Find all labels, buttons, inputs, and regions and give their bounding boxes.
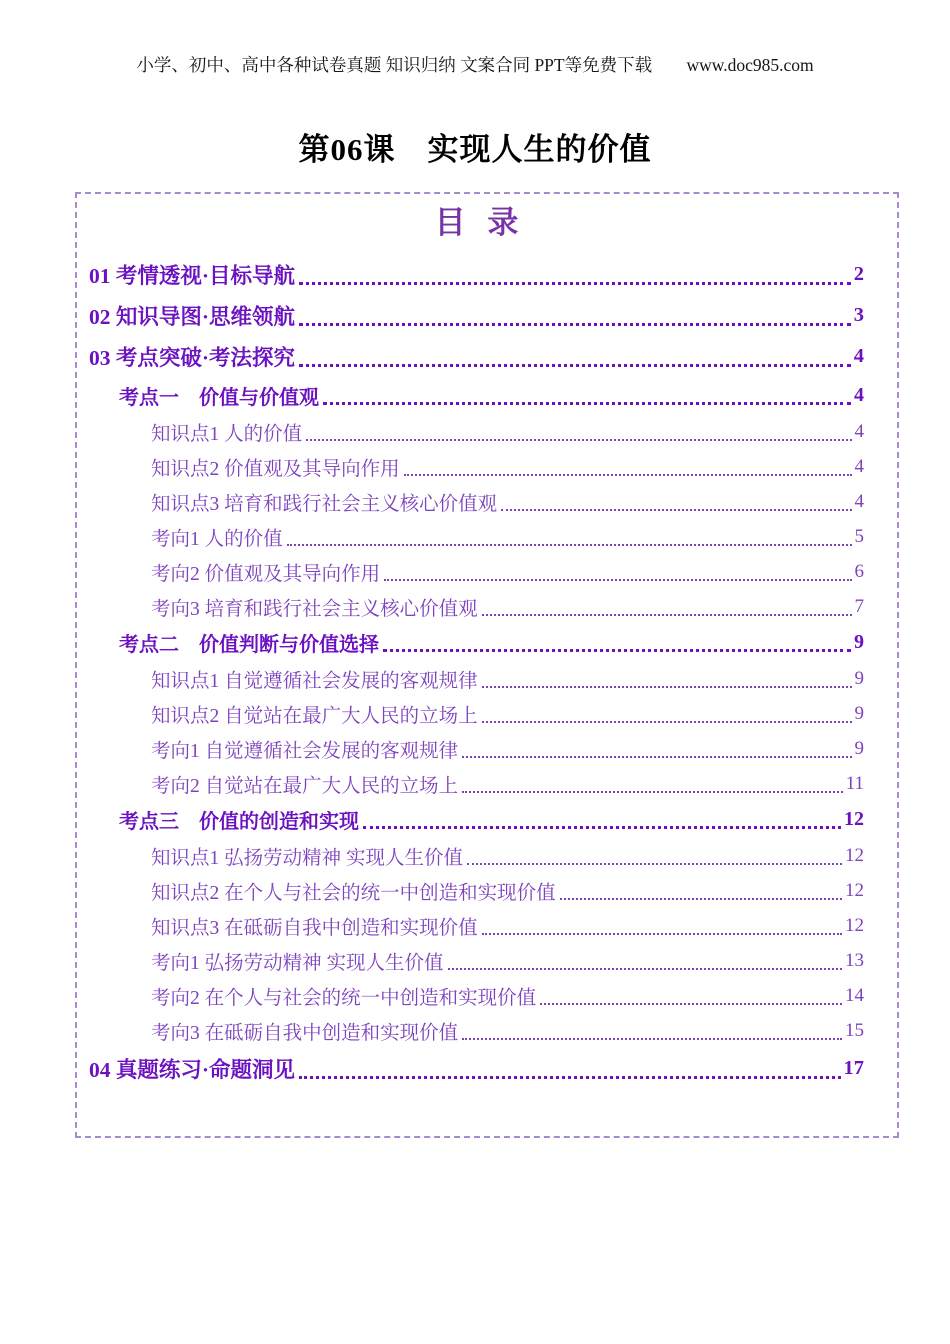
toc-page-number: 4 <box>854 455 864 477</box>
toc-dot-leader <box>462 756 851 758</box>
toc-entries <box>89 254 864 1089</box>
doc-title: 第06课 实现人生的价值 <box>298 132 652 167</box>
toc-page-number: 4 <box>854 420 864 442</box>
toc-dot-leader <box>482 933 842 935</box>
toc-box <box>75 192 899 1138</box>
toc-entry-label: 知识点3 在砥砺自我中创造和实现价值 <box>151 917 478 939</box>
toc-dot-leader <box>560 898 842 900</box>
toc-dot-leader <box>501 509 851 511</box>
toc-entry[interactable] <box>89 414 864 449</box>
toc-title: 目 录 <box>434 205 519 240</box>
toc-entry-label: 考向1 弘扬劳动精神 实现人生价值 <box>151 952 444 974</box>
toc-entry-label: 03 考点突破·考法探究 <box>89 346 296 370</box>
toc-entry[interactable] <box>89 1048 864 1089</box>
toc-page-number: 3 <box>853 304 864 326</box>
toc-page-number: 12 <box>844 808 864 830</box>
toc-entry-label: 知识点1 人的价值 <box>151 423 303 445</box>
toc-entry-label: 考点二 价值判断与价值选择 <box>119 634 379 656</box>
toc-page-number: 9 <box>854 702 864 724</box>
toc-page-number: 4 <box>853 345 864 367</box>
toc-dot-leader <box>462 1038 842 1040</box>
toc-entry[interactable] <box>89 696 864 731</box>
toc-entry[interactable] <box>89 908 864 943</box>
toc-entry-label: 考向1 自觉遵循社会发展的客观规律 <box>151 740 459 762</box>
toc-entry-label: 考向3 培育和践行社会主义核心价值观 <box>151 598 478 620</box>
toc-entry[interactable] <box>89 449 864 484</box>
toc-entry[interactable] <box>89 731 864 766</box>
toc-page-number: 15 <box>845 1019 864 1041</box>
toc-entry-label: 考向2 自觉站在最广大人民的立场上 <box>151 775 459 797</box>
toc-page-number: 12 <box>845 844 864 866</box>
toc-dot-leader <box>404 474 852 476</box>
header-text: 小学、初中、高中各种试卷真题 知识归纳 文案合同 PPT等免费下载 <box>136 55 653 75</box>
toc-entry[interactable] <box>89 589 864 624</box>
toc-page-number: 11 <box>845 772 864 794</box>
toc-entry-label: 知识点2 自觉站在最广大人民的立场上 <box>151 705 478 727</box>
toc-entry[interactable] <box>89 295 864 336</box>
toc-entry-label: 考向3 在砥砺自我中创造和实现价值 <box>151 1022 459 1044</box>
toc-dot-leader <box>299 323 851 326</box>
toc-entry[interactable] <box>89 336 864 377</box>
toc-entry[interactable] <box>89 1013 864 1048</box>
toc-dot-leader <box>482 686 852 688</box>
toc-page-number: 4 <box>854 384 864 406</box>
site-header <box>0 52 950 77</box>
toc-entry[interactable] <box>89 254 864 295</box>
toc-dot-leader <box>540 1003 842 1005</box>
toc-entry-label: 考点一 价值与价值观 <box>119 387 319 409</box>
toc-entry[interactable] <box>89 377 864 414</box>
toc-entry-label: 考向1 人的价值 <box>151 528 283 550</box>
toc-entry-label: 04 真题练习·命题洞见 <box>89 1058 296 1082</box>
toc-dot-leader <box>482 721 852 723</box>
toc-page-number: 12 <box>845 879 864 901</box>
toc-entry-label: 考向2 在个人与社会的统一中创造和实现价值 <box>151 987 537 1009</box>
toc-entry[interactable] <box>89 943 864 978</box>
toc-page-number: 9 <box>854 667 864 689</box>
header-url-link[interactable]: www.doc985.com <box>686 55 814 75</box>
toc-entry[interactable] <box>89 766 864 801</box>
toc-page-number: 9 <box>854 737 864 759</box>
toc-dot-leader <box>299 1076 840 1079</box>
toc-entry[interactable] <box>89 801 864 838</box>
toc-entry[interactable] <box>89 978 864 1013</box>
toc-page-number: 6 <box>854 560 864 582</box>
toc-page-number: 4 <box>854 490 864 512</box>
toc-page-number: 17 <box>843 1057 864 1079</box>
toc-entry[interactable] <box>89 624 864 661</box>
toc-entry[interactable] <box>89 873 864 908</box>
toc-entry-label: 考向2 价值观及其导向作用 <box>151 563 381 585</box>
toc-entry-label: 知识点1 自觉遵循社会发展的客观规律 <box>151 670 478 692</box>
toc-page-number: 2 <box>853 263 864 285</box>
toc-dot-leader <box>462 791 843 793</box>
toc-dot-leader <box>363 826 841 829</box>
toc-entry-label: 知识点3 培育和践行社会主义核心价值观 <box>151 493 498 515</box>
toc-page-number: 9 <box>854 631 864 653</box>
toc-page-number: 12 <box>845 914 864 936</box>
toc-entry[interactable] <box>89 838 864 873</box>
toc-entry-label: 知识点1 弘扬劳动精神 实现人生价值 <box>151 847 464 869</box>
toc-dot-leader <box>383 649 851 652</box>
toc-dot-leader <box>323 402 851 405</box>
toc-page-number: 7 <box>854 595 864 617</box>
toc-entry-label: 知识点2 在个人与社会的统一中创造和实现价值 <box>151 882 556 904</box>
toc-dot-leader <box>287 544 852 546</box>
toc-dot-leader <box>299 282 851 285</box>
toc-page-number: 13 <box>845 949 864 971</box>
toc-dot-leader <box>448 968 842 970</box>
toc-entry[interactable] <box>89 519 864 554</box>
toc-entry-label: 考点三 价值的创造和实现 <box>119 811 359 833</box>
toc-page-number: 14 <box>845 984 864 1006</box>
toc-dot-leader <box>306 439 851 441</box>
toc-dot-leader <box>467 863 842 865</box>
toc-dot-leader <box>299 364 851 367</box>
toc-entry-label: 01 考情透视·目标导航 <box>89 264 296 288</box>
toc-entry[interactable] <box>89 554 864 589</box>
toc-entry[interactable] <box>89 484 864 519</box>
toc-page-number: 5 <box>854 525 864 547</box>
toc-entry-label: 知识点2 价值观及其导向作用 <box>151 458 400 480</box>
toc-entry-label: 02 知识导图·思维领航 <box>89 305 296 329</box>
toc-entry[interactable] <box>89 661 864 696</box>
toc-dot-leader <box>482 614 852 616</box>
toc-dot-leader <box>384 579 851 581</box>
